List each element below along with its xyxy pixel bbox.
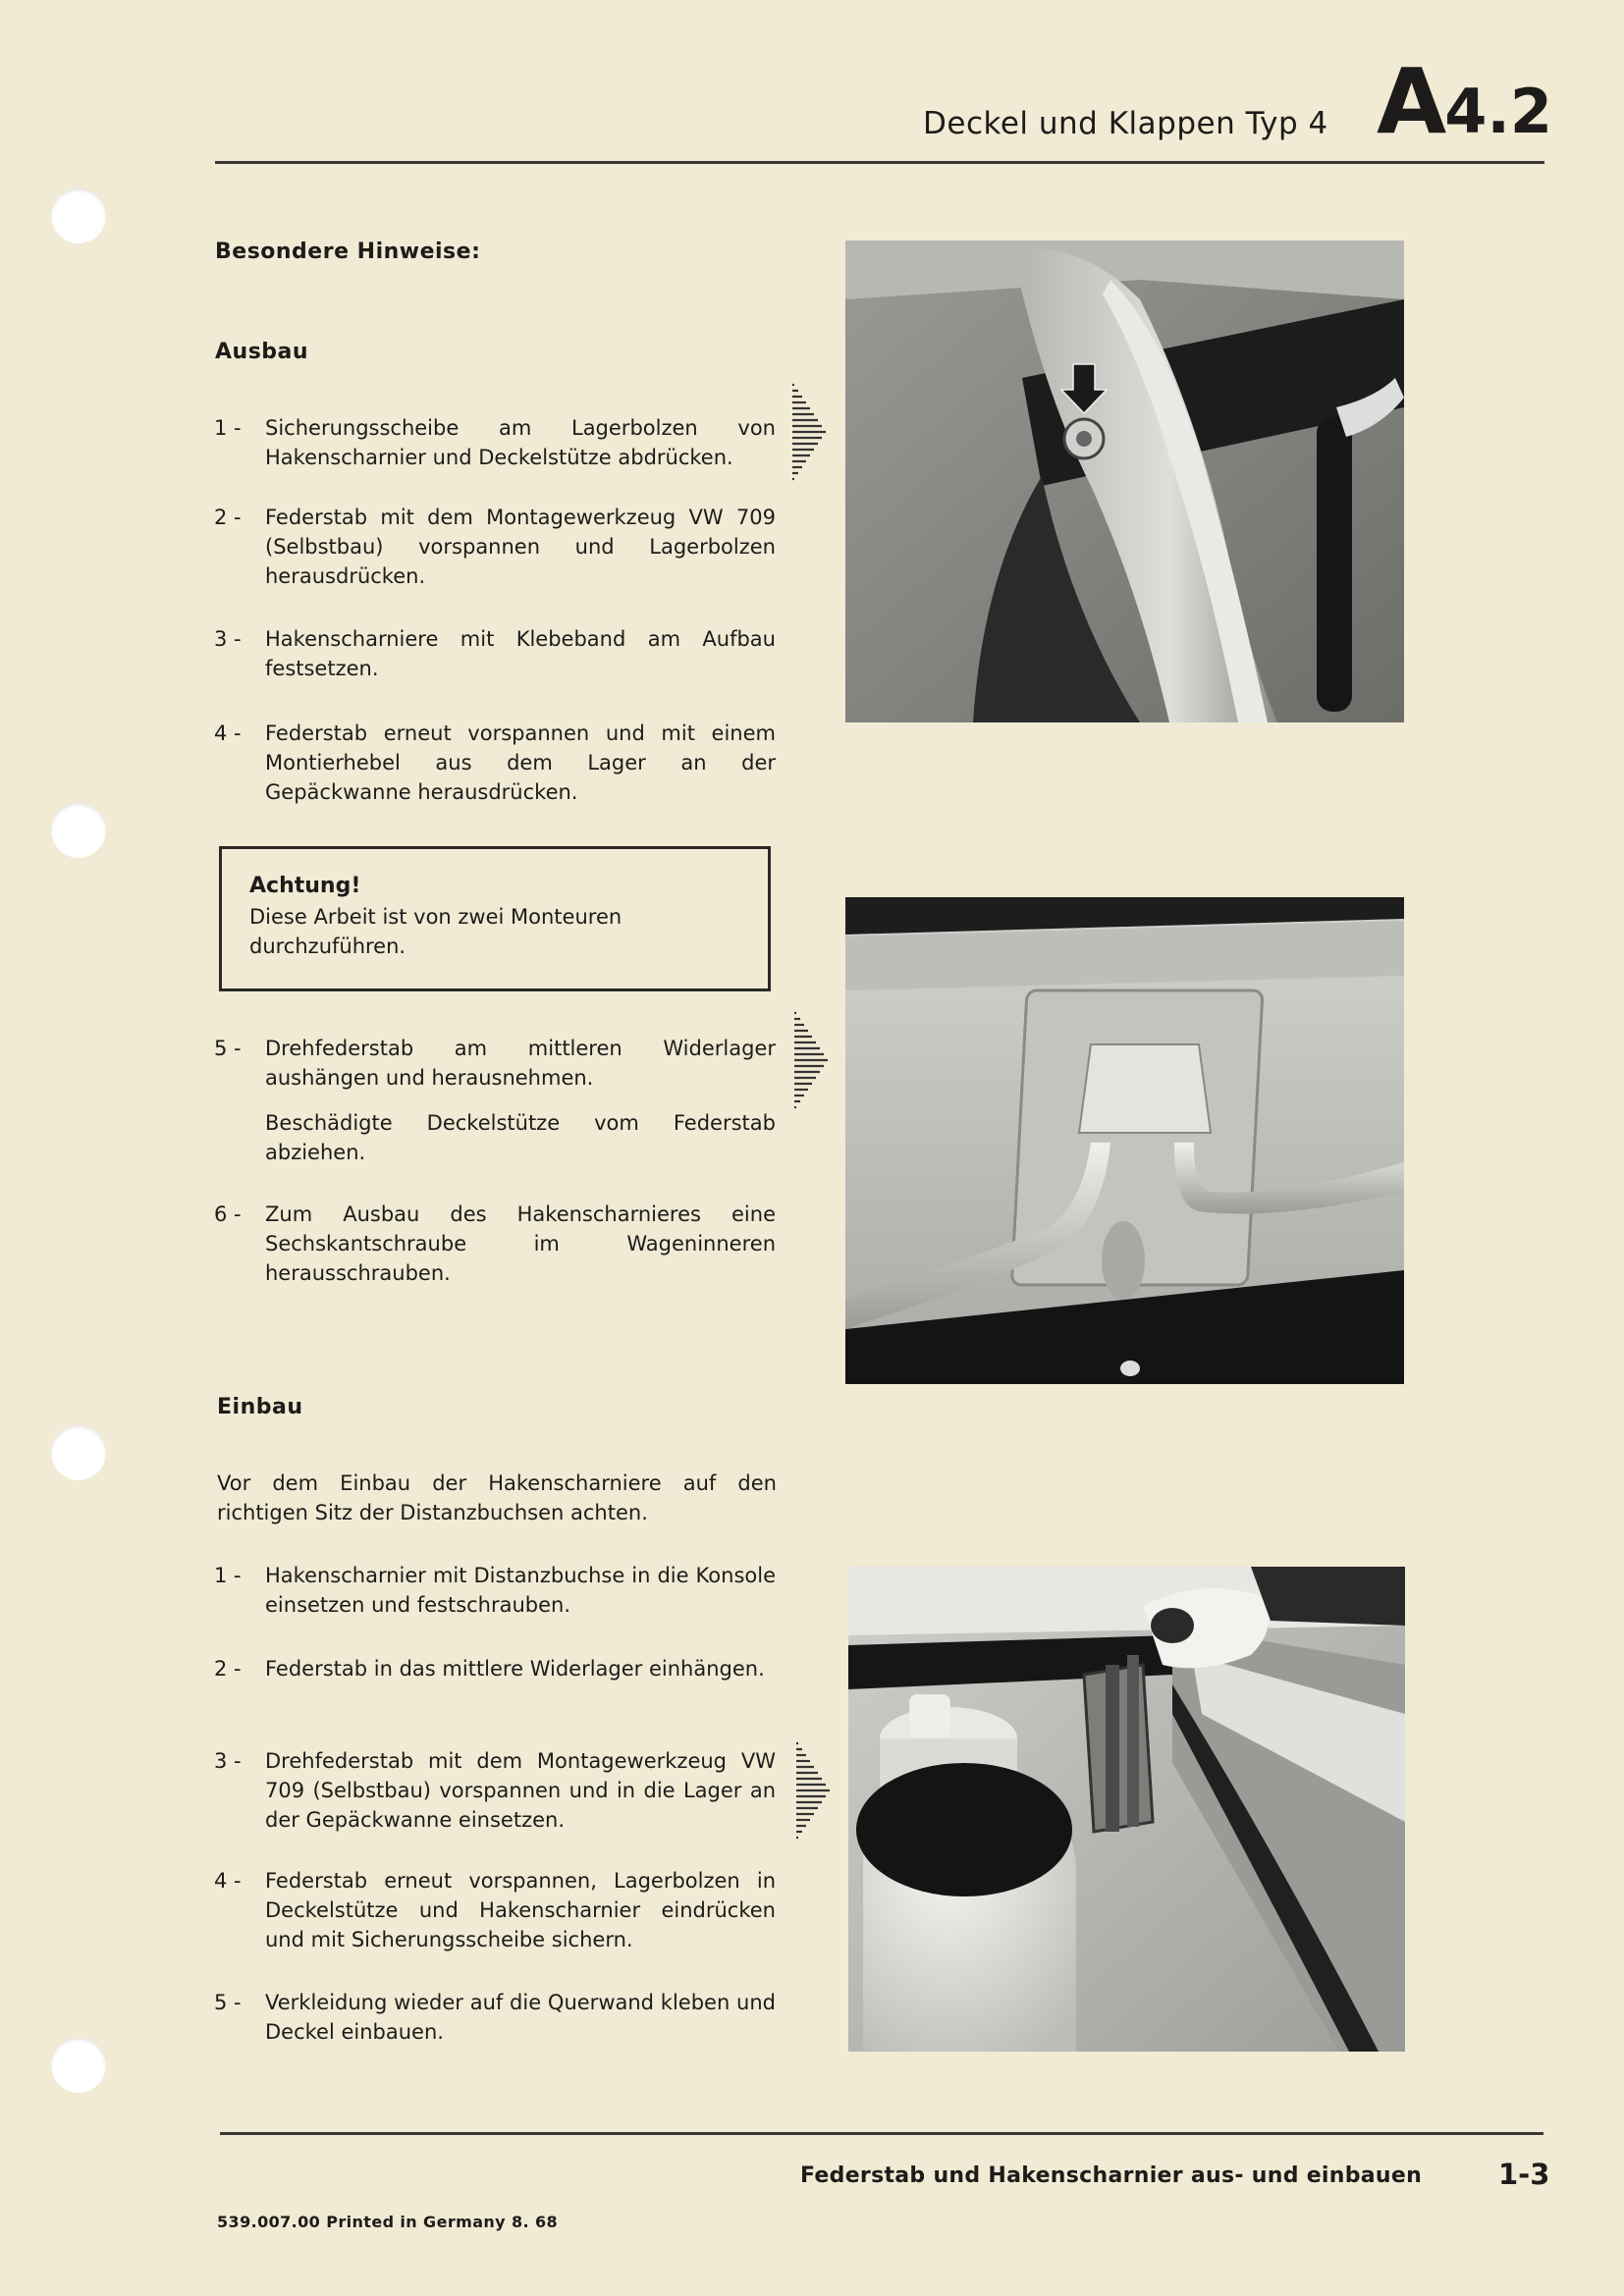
step-text: Federstab in das mittlere Widerlager einhängen. bbox=[265, 1657, 765, 1681]
punch-hole-3 bbox=[51, 1425, 106, 1480]
pointer-arrow-icon bbox=[793, 1009, 829, 1111]
photo-installation-tool bbox=[848, 1567, 1405, 2052]
installation-step-4 bbox=[214, 1866, 776, 1954]
step-text: Federstab erneut vorspannen und mit einem Montierhebel aus dem Lager an der Gepäckwanne herausdrücken. bbox=[265, 721, 776, 804]
caution-box bbox=[219, 846, 771, 991]
step-text: Hakenscharnier mit Distanzbuchse in die Konsole einsetzen und festschrauben. bbox=[265, 1564, 776, 1617]
step-text: Federstab mit dem Montagewerkzeug VW 709 (Selbstbau) vorspannen und Lagerbolzen herausdrücken. bbox=[265, 506, 776, 588]
step-extra-text: Beschädigte Deckelstütze vom Federstab abziehen. bbox=[265, 1111, 776, 1164]
removal-step-4 bbox=[214, 719, 776, 807]
page-header-title: Deckel und Klappen Typ 4 bbox=[923, 106, 1328, 141]
pointer-arrow-icon bbox=[795, 1739, 831, 1842]
installation-step-2 bbox=[214, 1654, 776, 1683]
step-number: 4 - bbox=[214, 1869, 242, 1893]
step-text: Verkleidung wieder auf die Querwand kleben und Deckel einbauen. bbox=[265, 1991, 776, 2044]
section-code bbox=[1377, 49, 1553, 154]
step-number: 5 - bbox=[214, 1991, 242, 2014]
step-number: 3 - bbox=[214, 627, 242, 651]
step-text: Drehfederstab mit dem Montagewerkzeug VW 709 (Selbstbau) vorspannen und in die Lager an der Gepäckwanne einsetzen. bbox=[265, 1749, 776, 1832]
step-text: Zum Ausbau des Hakenscharnieres eine Sechskantschraube im Wageninneren herausschrauben. bbox=[265, 1202, 776, 1285]
step-number: 2 - bbox=[214, 506, 242, 529]
photo-hinge-lock-washer bbox=[845, 240, 1404, 722]
installation-step-1 bbox=[214, 1561, 776, 1620]
removal-step-3 bbox=[214, 624, 776, 683]
removal-step-1 bbox=[214, 413, 776, 472]
punch-hole-1 bbox=[51, 188, 106, 243]
removal-step-5 bbox=[214, 1034, 776, 1167]
section-code-letter: A bbox=[1377, 49, 1445, 154]
installation-step-5 bbox=[214, 1988, 776, 2047]
section-code-number: 4.2 bbox=[1444, 76, 1553, 147]
removal-step-2 bbox=[214, 503, 776, 591]
step-number: 2 - bbox=[214, 1657, 242, 1681]
caution-text: Diese Arbeit ist von zwei Monteuren durchzuführen. bbox=[249, 905, 623, 958]
caution-title: Achtung! bbox=[249, 874, 361, 898]
step-number: 4 - bbox=[214, 721, 242, 745]
installation-step-3 bbox=[214, 1746, 776, 1835]
step-text: Sicherungsscheibe am Lagerbolzen von Hakenscharnier und Deckelstütze abdrücken. bbox=[265, 416, 776, 469]
step-text: Federstab erneut vorspannen, Lagerbolzen in Deckelstütze und Hakenscharnier eindrücken und mit Sicherungsscheibe sichern. bbox=[265, 1869, 776, 1951]
special-notes-heading: Besondere Hinweise: bbox=[215, 240, 481, 264]
step-number: 1 - bbox=[214, 1564, 242, 1587]
removal-heading: Ausbau bbox=[215, 340, 309, 364]
step-number: 3 - bbox=[214, 1749, 242, 1773]
punch-hole-4 bbox=[51, 2038, 106, 2093]
step-number: 6 - bbox=[214, 1202, 242, 1226]
punch-hole-2 bbox=[51, 803, 106, 858]
installation-heading: Einbau bbox=[217, 1395, 303, 1419]
removal-step-6 bbox=[214, 1200, 776, 1288]
page-number: 1-3 bbox=[1498, 2158, 1550, 2191]
step-number: 1 - bbox=[214, 416, 242, 440]
footer-title: Federstab und Hakenscharnier aus- und einbauen bbox=[800, 2163, 1423, 2188]
step-text: Drehfederstab am mittleren Widerlager aushängen und herausnehmen. bbox=[265, 1037, 776, 1090]
installation-intro: Vor dem Einbau der Hakenscharniere auf den richtigen Sitz der Distanzbuchsen achten. bbox=[217, 1471, 777, 1524]
header-rule bbox=[215, 161, 1544, 164]
step-number: 5 - bbox=[214, 1037, 242, 1060]
footer-rule bbox=[220, 2132, 1543, 2135]
print-imprint: 539.007.00 Printed in Germany 8. 68 bbox=[217, 2213, 559, 2231]
photo-center-abutment bbox=[845, 897, 1404, 1384]
step-text: Hakenscharniere mit Klebeband am Aufbau festsetzen. bbox=[265, 627, 776, 680]
pointer-arrow-icon bbox=[791, 381, 827, 483]
